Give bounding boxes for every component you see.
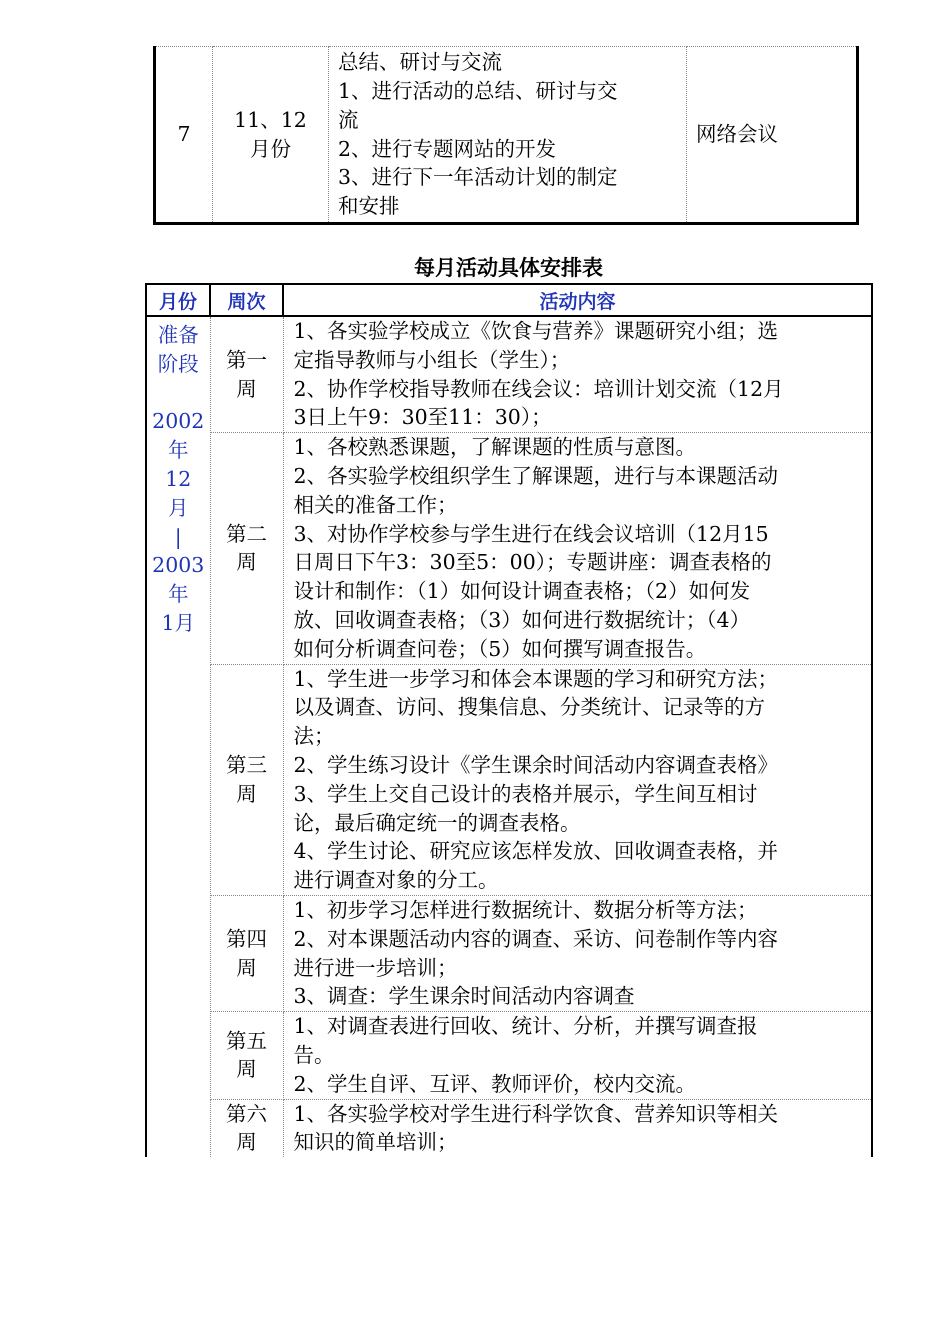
content-line: 1、进行活动的总结、研讨与交 [338, 78, 618, 103]
table-row [146, 1012, 872, 1099]
content-line: 放、回收调查表格；（3）如何进行数据统计；（4） [293, 607, 751, 632]
week-cell [210, 895, 283, 1011]
monthly-schedule-table [145, 283, 873, 1157]
row-mode: 网络会议 [687, 47, 858, 224]
content-line: 1、学生进一步学习和体会本课题的学习和研究方法； [293, 666, 779, 691]
plan-table-fragment [153, 46, 859, 225]
row-number: 7 [155, 47, 213, 224]
header-row [146, 284, 872, 316]
week-cell [210, 664, 283, 895]
month-cell [146, 316, 210, 1157]
month-line: 年 [168, 582, 189, 607]
content-line: 3、对协作学校参与学生进行在线会议培训（12月15 [293, 521, 769, 546]
content-line: 3、进行下一年活动计划的制定 [338, 165, 618, 190]
month-line: 2003 [152, 553, 205, 578]
content-cell [283, 895, 872, 1011]
content-cell [283, 1099, 872, 1157]
content-cell [283, 316, 872, 433]
header-content: 活动内容 [283, 284, 872, 316]
content-line: 2、对本课题活动内容的调查、采访、问卷制作等内容 [293, 926, 779, 951]
month-line: 月 [168, 495, 189, 520]
week-cell [210, 316, 283, 433]
week-label: 第一 [226, 347, 267, 372]
content-line: 1、各实验学校对学生进行科学饮食、营养知识等相关 [293, 1101, 779, 1126]
month-line: 1月 [161, 610, 196, 635]
month-line: 月份 [250, 136, 291, 161]
header-week: 周次 [210, 284, 283, 316]
table-row [146, 1099, 872, 1157]
content-line: 2、学生自评、互评、教师评价，校内交流。 [293, 1071, 697, 1096]
week-cell [210, 1099, 283, 1157]
content-line: 1、初步学习怎样进行数据统计、数据分析等方法； [293, 897, 758, 922]
content-line: 4、学生讨论、研究应该怎样发放、回收调查表格，并 [293, 839, 779, 864]
content-line: 2、学生练习设计《学生课余时间活动内容调查表格》 [293, 752, 779, 777]
month-line: 阶段 [157, 351, 199, 376]
content-line: 总结、研讨与交流 [338, 50, 502, 75]
content-line: 告。 [293, 1042, 335, 1067]
content-cell [283, 1012, 872, 1099]
content-line: 知识的简单培训； [293, 1130, 458, 1155]
month-line: 准备 [157, 323, 199, 347]
week-label: 第四 [226, 926, 267, 951]
row-month [213, 47, 329, 224]
week-label: 第二 [226, 521, 267, 546]
content-line: 2、进行专题网站的开发 [338, 136, 557, 161]
week-cell [210, 433, 283, 664]
week-label: 周 [236, 376, 257, 401]
week-label: 周 [236, 550, 257, 575]
content-line: 相关的准备工作； [293, 492, 458, 517]
content-line: 流 [338, 107, 359, 132]
content-line: 定指导教师与小组长（学生）； [293, 347, 571, 372]
month-line: | [174, 524, 182, 549]
week-label: 第六 [226, 1101, 267, 1126]
content-line: 如何分析调查问卷；（5）如何撰写调查报告。 [293, 636, 707, 661]
content-line: 1、对调查表进行回收、统计、分析，并撰写调查报 [293, 1014, 758, 1039]
week-label: 周 [236, 781, 257, 806]
schedule-title: 每月活动具体安排表 [414, 256, 603, 280]
content-line: 进行进一步培训； [293, 955, 458, 980]
table-row [146, 895, 872, 1011]
content-line: 论，最后确定统一的调查表格。 [293, 810, 581, 835]
header-month: 月份 [146, 284, 210, 316]
content-line: 日周日下午3：30至5：00）；专题讲座：调查表格的 [293, 550, 772, 575]
content-line: 3、学生上交自己设计的表格并展示，学生间互相讨 [293, 781, 758, 806]
table-row [146, 664, 872, 895]
month-line: 12 [165, 466, 192, 491]
row-content [329, 47, 687, 224]
table-row [146, 433, 872, 664]
month-line: 年 [168, 438, 189, 463]
content-line: 3、调查：学生课余时间活动内容调查 [293, 984, 635, 1009]
week-label: 周 [236, 1057, 257, 1082]
week-label: 周 [236, 955, 257, 980]
table-row [155, 47, 858, 224]
content-line: 法； [293, 724, 335, 749]
content-line: 1、各实验学校成立《饮食与营养》课题研究小组；选 [293, 319, 779, 343]
content-line: 2、协作学校指导教师在线会议：培训计划交流（12月 [293, 376, 784, 401]
content-line: 3日上午9：30至11：30）； [293, 405, 552, 430]
content-line: 和安排 [338, 194, 400, 219]
content-line: 进行调查对象的分工。 [293, 868, 499, 893]
content-cell [283, 433, 872, 664]
month-line: 11、12 [234, 107, 307, 132]
table-row [146, 316, 872, 433]
content-line: 设计和制作：（1）如何设计调查表格；（2）如何发 [293, 579, 751, 604]
content-cell [283, 664, 872, 895]
week-cell [210, 1012, 283, 1099]
week-label: 第五 [226, 1028, 267, 1053]
content-line: 1、各校熟悉课题，了解课题的性质与意图。 [293, 435, 697, 460]
week-label: 周 [236, 1130, 257, 1155]
content-line: 以及调查、访问、搜集信息、分类统计、记录等的方 [293, 695, 765, 720]
week-label: 第三 [226, 752, 267, 777]
month-line: 2002 [152, 409, 205, 434]
content-line: 2、各实验学校组织学生了解课题，进行与本课题活动 [293, 463, 779, 488]
